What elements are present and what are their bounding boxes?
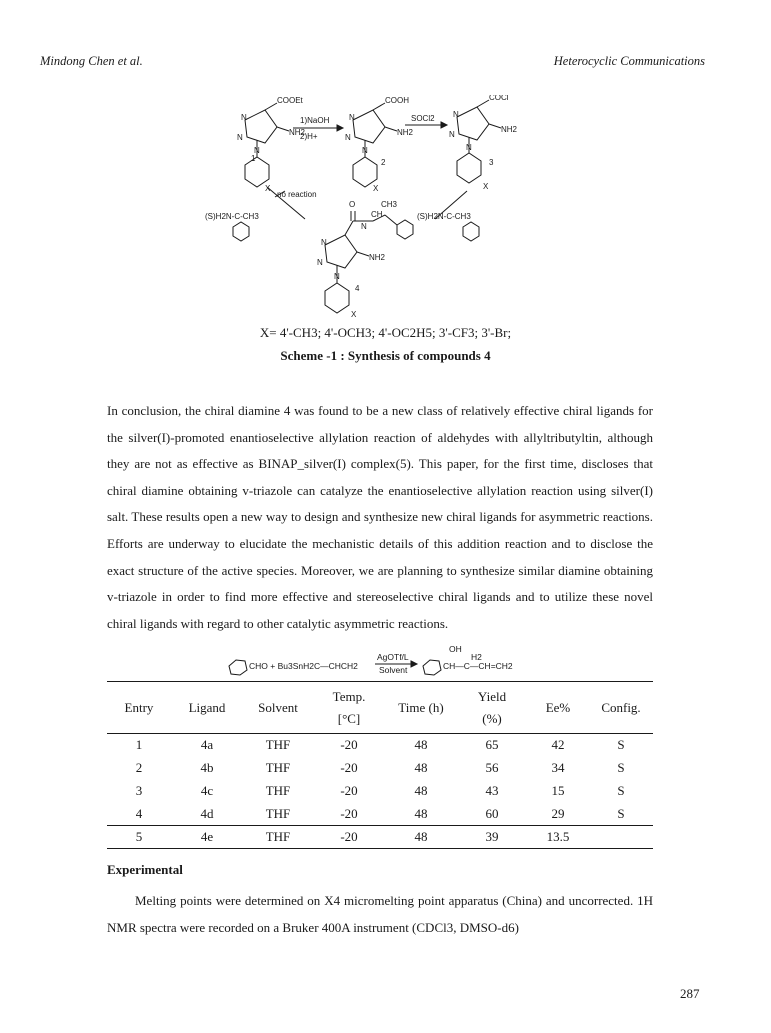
cell-yield: 43 (485, 783, 499, 798)
substituent-list: X= 4'-CH3; 4'-OCH3; 4'-OC2H5; 3'-CF3; 3'-Br; (259, 325, 512, 340)
label-cocl: COCl (489, 95, 509, 102)
cell-config: S (617, 737, 625, 753)
cell-yield: 39 (485, 829, 499, 844)
label-n-2b: N (345, 133, 351, 142)
phenyl-ring-3 (457, 153, 481, 183)
cell-config: S (617, 783, 625, 798)
label-o: O (349, 200, 356, 209)
col-config: Config. (601, 699, 641, 715)
label-cpd4: 4 (355, 284, 360, 293)
bond-3a (477, 100, 489, 107)
cell-entry: 2 (135, 760, 143, 775)
cell-yield: 56 (485, 760, 499, 775)
label-x-3: X (483, 182, 489, 191)
phenyl-ring-1 (245, 157, 269, 187)
triazole-ring-1 (245, 110, 277, 143)
reaction-scheme (205, 95, 565, 320)
arrowhead-1-2 (337, 125, 343, 131)
label-cpd1: 1 (251, 154, 256, 163)
cell-ee: 34 (551, 760, 565, 775)
cell-config: S (617, 805, 625, 821)
cell-ligand: 4c (200, 783, 214, 798)
label-step1: 1)NaOH (300, 116, 330, 125)
cell-config: S (617, 760, 625, 775)
furan-ring-left (229, 660, 247, 675)
label-n-4c: N (334, 272, 340, 281)
label-nh2-3: NH2 (501, 125, 518, 134)
label-n-3a: N (453, 110, 459, 119)
bond-2a (373, 103, 385, 110)
col-ee: Ee% (545, 699, 571, 715)
cell-yield: 60 (485, 805, 499, 821)
page-number: 287 (680, 986, 700, 1001)
yield-label: Yield (477, 688, 507, 704)
cell-ee: 29 (551, 805, 565, 821)
cell-entry: 5 (135, 829, 143, 844)
cell-time: 48 (414, 760, 428, 775)
solvent-text: Solvent (379, 665, 408, 675)
cell-solvent: THF (265, 760, 291, 775)
cell-ligand: 4d (200, 805, 214, 821)
table-row (107, 826, 653, 849)
label-x-2: X (373, 184, 379, 193)
cell-temp: -20 (340, 805, 358, 821)
label-step2: 2)H+ (300, 132, 318, 141)
arrowhead-2-3 (441, 122, 447, 128)
table-row (107, 734, 653, 757)
phenyl-amine-left (233, 222, 249, 241)
cell-time: 48 (414, 805, 428, 821)
phenyl-amine-right (463, 222, 479, 241)
yield-unit: (%) (482, 710, 502, 726)
label-nh2-1: NH2 (289, 128, 306, 137)
running-header-journal: Heterocyclic Communications (553, 54, 705, 68)
cell-ee: 13.5 (546, 829, 570, 844)
label-n-4a: N (321, 238, 327, 247)
label-socl2: SOCl2 (411, 114, 435, 123)
label-cpd2: 2 (381, 158, 386, 167)
col-ligand: Ligand (188, 699, 226, 715)
cell-solvent: THF (265, 805, 291, 821)
cell-time: 48 (414, 783, 428, 798)
label-cpd3: 3 (489, 158, 494, 167)
label-n-4b: N (317, 258, 323, 267)
label-n-1c: N (254, 146, 260, 155)
label-nh2-2: NH2 (397, 128, 414, 137)
label-nh2-4: NH2 (369, 253, 386, 262)
temp-unit: [°C] (337, 710, 361, 726)
label-cooet: COOEt (277, 96, 303, 105)
bond-4d (385, 215, 397, 225)
cell-entry: 1 (135, 737, 143, 753)
h2-label: H2 (471, 652, 482, 662)
scheme-caption: Scheme -1 : Synthesis of compounds 4 (280, 348, 491, 363)
reactants-text: CHO + Bu3SnH2C—CHCH2 (249, 661, 358, 671)
label-n-1b: N (237, 133, 243, 142)
bond-3b (489, 124, 501, 128)
cell-config (589, 826, 653, 849)
reaction-arrowhead (411, 661, 417, 667)
triazole-ring-4 (325, 235, 357, 268)
cell-time: 48 (414, 829, 428, 844)
label-n-3c: N (466, 143, 472, 152)
triazole-ring-2 (353, 110, 385, 143)
bond-4a (345, 221, 353, 235)
experimental-paragraph: Melting points were determined on X4 micromelting point apparatus (China) and uncorrected. 1H NMR spectra were recorded on a Bruker 400A instrument (CDCl3, DMSO-d6) (107, 893, 653, 935)
triazole-ring-3 (457, 107, 489, 140)
table-row (107, 757, 653, 780)
bond-1b (277, 127, 289, 131)
label-no-reaction: no reaction (277, 190, 317, 199)
conclusion-paragraph: In conclusion, the chiral diamine 4 was found to be a new class of relatively effective chiral ligands for the silver(I)-promoted enantioselective allylation reaction of aldehydes with allyltributyltin, although they are not as effective as BINAP_silver(I) complex(5). This paper, for the first time, discloses that chiral diamine obtaining v-triazole can catalyze the enantioselective allylation reaction using silver(I) salt. These results open a new way to design and synthesize new chiral ligands for asymmetric reactions. Efforts are underway to elucidate the mechanistic details of this addition reaction and to disclose the exact structure of the active species. Moreover, we are planning to synthesize similar diamine obtaining v-triazole in order to find more effective and stereoselective chiral ligands and to utilize these novel chiral ligands with regard to other catalytic asymmetric reactions. (107, 403, 653, 631)
oh-label: OH (449, 644, 462, 654)
cell-ligand: 4a (200, 737, 214, 753)
cell-temp: -20 (340, 829, 358, 844)
allylation-reaction (225, 642, 555, 682)
bond-4e (357, 252, 369, 256)
reaction-drawing (225, 642, 555, 682)
phenyl-ring-2 (353, 157, 377, 187)
cell-temp: -20 (340, 737, 358, 753)
label-ch-4: CH (371, 210, 383, 219)
col-solvent: Solvent (258, 699, 298, 715)
bond-1a (265, 103, 277, 110)
label-n-2c: N (362, 146, 368, 155)
bond-2b (385, 127, 397, 131)
allylation-results-table (107, 681, 653, 849)
label-amine-right: (S)H2N-C-CH3 (417, 212, 471, 221)
label-n-1a: N (241, 113, 247, 122)
reagent-text: AgOTf/L (377, 652, 409, 662)
table-row (107, 780, 653, 803)
col-temp (313, 682, 385, 734)
scheme-drawing (205, 95, 565, 320)
col-entry: Entry (124, 699, 154, 715)
cell-ligand: 4b (200, 760, 214, 775)
label-amine-left: (S)H2N-C-CH3 (205, 212, 259, 221)
label-n-amide: N (361, 222, 367, 231)
cell-entry: 4 (135, 805, 143, 821)
cell-ligand: 4e (200, 829, 214, 844)
label-x-1: X (265, 184, 271, 193)
cell-ee: 42 (551, 737, 565, 753)
cell-solvent: THF (265, 829, 291, 844)
label-n-2a: N (349, 113, 355, 122)
cell-solvent: THF (265, 783, 291, 798)
furan-ring-right (423, 660, 441, 675)
label-x-4: X (351, 310, 357, 319)
col-yield (457, 682, 527, 734)
cell-solvent: THF (265, 737, 291, 753)
cell-time: 48 (414, 737, 428, 753)
table-header-row (107, 682, 653, 734)
experimental-heading: Experimental (107, 862, 183, 877)
label-cooh: COOH (385, 96, 409, 105)
temp-label: Temp. (332, 688, 366, 704)
phenyl-ring-4b (397, 220, 413, 239)
cell-ee: 15 (551, 783, 565, 798)
table-row (107, 803, 653, 826)
phenyl-ring-4 (325, 283, 349, 313)
cell-yield: 65 (485, 737, 499, 753)
cell-entry: 3 (135, 783, 143, 798)
running-header-authors: Mindong Chen et al. (40, 54, 143, 68)
col-time: Time (h) (398, 699, 444, 715)
product-text: CH—C—CH=CH2 (443, 661, 513, 671)
label-ch3-4: CH3 (381, 200, 398, 209)
label-n-3b: N (449, 130, 455, 139)
cell-temp: -20 (340, 783, 358, 798)
cell-temp: -20 (340, 760, 358, 775)
